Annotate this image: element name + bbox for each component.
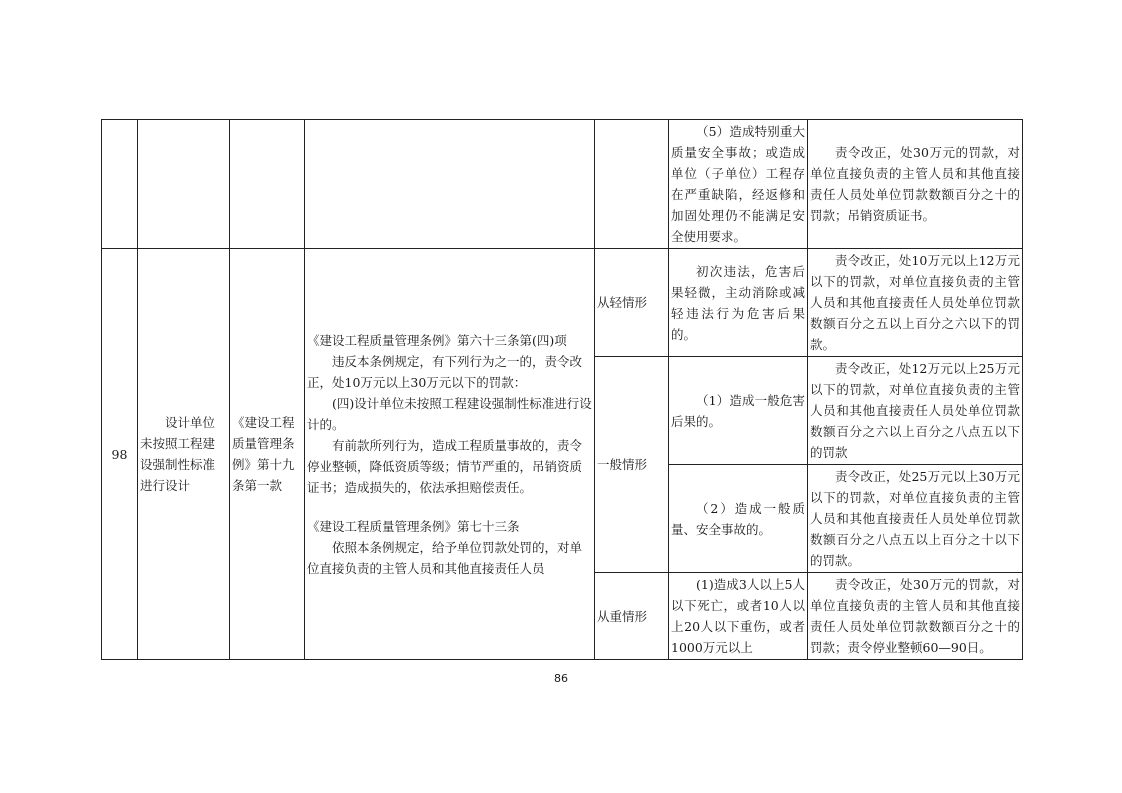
name-cell [138, 120, 230, 249]
page-number: 86 [554, 672, 568, 685]
legal-basis: 《建设工程质量管理条例》第十九条第一款 [230, 249, 305, 660]
legal-detail [305, 249, 595, 660]
detail-para: (四)设计单位未按照工程建设强制性标准进行设计的。 [307, 395, 592, 432]
condition-general-2: （2）造成一般质量、安全事故的。 [669, 465, 808, 573]
condition-general-1: （1）造成一般危害后果的。 [669, 357, 808, 465]
penalty-table [101, 119, 1023, 660]
penalty-heavy: 责令改正，处30万元的罚款，对单位直接负责的主管人员和其他直接责任人员处单位罚款数额百分之十的罚款；责令停业整顿60—90日。 [808, 573, 1023, 660]
level-cell [595, 120, 669, 249]
detail-para: 《建设工程质量管理条例》第七十三条 [307, 518, 520, 534]
number-cell [102, 120, 138, 249]
item-number: 98 [102, 249, 138, 660]
detail-para: 有前款所列行为，造成工程质量事故的，责令停业整顿，降低资质等级；情节严重的，吊销资质证书；造成损失的，依法承担赔偿责任。 [307, 437, 583, 495]
table-row [102, 120, 1023, 249]
basis-cell [230, 120, 305, 249]
level-heavy: 从重情形 [595, 573, 669, 660]
penalty-general-2: 责令改正，处25万元以上30万元以下的罚款，对单位直接负责的主管人员和其他直接责任人员处单位罚款数额百分之八点五以上百分之十以下的罚款。 [808, 465, 1023, 573]
penalty-cell: 责令改正，处30万元的罚款，对单位直接负责的主管人员和其他直接责任人员处单位罚款数额百分之十的罚款；吊销资质证书。 [808, 120, 1023, 249]
level-general: 一般情形 [595, 357, 669, 573]
detail-para: 《建设工程质量管理条例》第六十三条第(四)项 [307, 332, 567, 348]
item-name: 设计单位未按照工程建设强制性标准进行设计 [138, 249, 230, 660]
condition-cell: （5）造成特别重大质量安全事故；或造成单位（子单位）工程存在严重缺陷，经返修和加固处理仍不能满足安全使用要求。 [669, 120, 808, 249]
table-row [102, 249, 1023, 357]
level-light: 从轻情形 [595, 249, 669, 357]
penalty-general-1: 责令改正，处12万元以上25万元以下的罚款，对单位直接负责的主管人员和其他直接责任人员处单位罚款数额百分之六以上百分之八点五以下的罚款 [808, 357, 1023, 465]
detail-para: 违反本条例规定，有下列行为之一的，责令改正，处10万元以上30万元以下的罚款： [307, 353, 583, 390]
detail-cell [305, 120, 595, 249]
penalty-light: 责令改正，处10万元以上12万元以下的罚款，对单位直接负责的主管人员和其他直接责任人员处单位罚款数额百分之五以上百分之六以下的罚款。 [808, 249, 1023, 357]
detail-para: 依照本条例规定，给予单位罚款处罚的，对单位直接负责的主管人员和其他直接责任人员 [307, 539, 583, 576]
condition-light: 初次违法，危害后果轻微，主动消除或减轻违法行为危害后果的。 [669, 249, 808, 357]
condition-heavy: (1)造成3人以上5人以下死亡，或者10人以上20人以下重伤，或者1000万元以上 [669, 573, 808, 660]
